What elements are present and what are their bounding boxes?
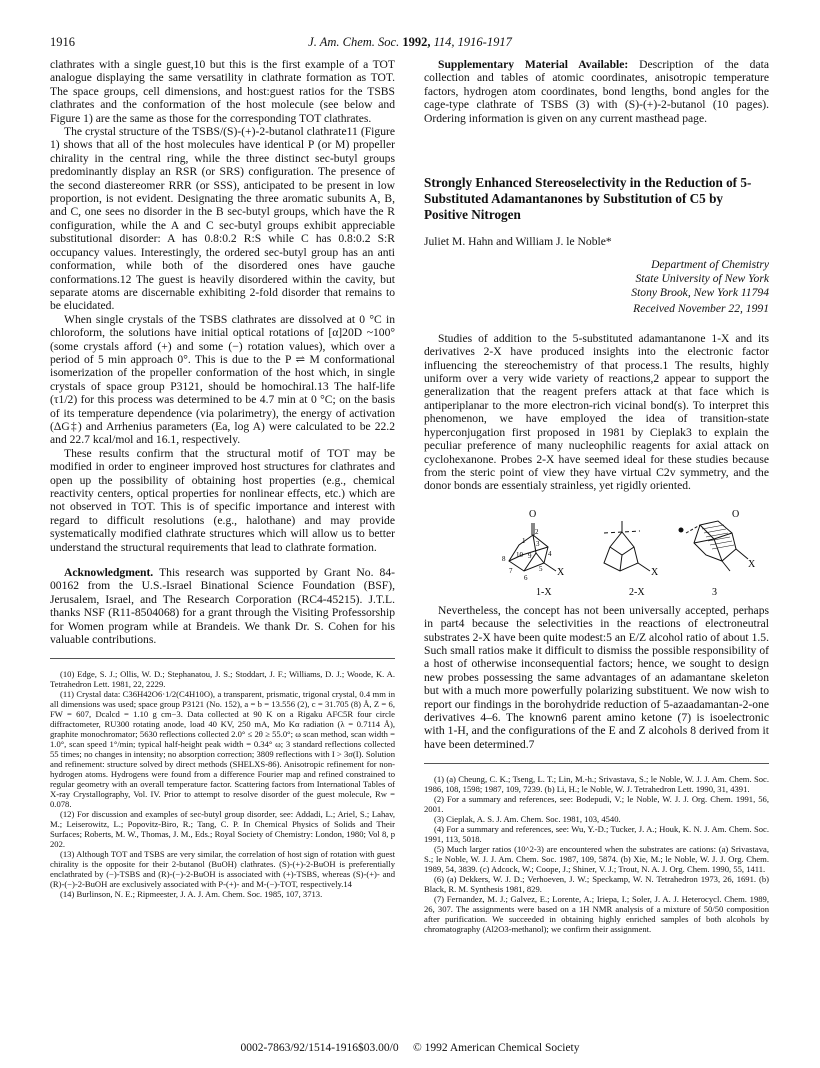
left-footnotes (50, 669, 395, 899)
label-1-x: 1-X (536, 586, 552, 598)
supplementary-label: Supplementary Material Available: (438, 58, 629, 71)
acknowledgment-label: Acknowledgment. (64, 566, 154, 580)
atom-number-1: 1 (522, 536, 526, 545)
structure-3-oxygen: O (732, 508, 740, 520)
page-number: 1916 (50, 35, 75, 49)
structure-figure (424, 503, 769, 598)
left-column (50, 58, 395, 899)
label-2-x: 2-X (629, 586, 645, 598)
article-authors: Juliet M. Hahn and William J. le Noble* (424, 235, 612, 249)
affiliation-department: Department of Chemistry (651, 258, 769, 272)
right-footnote-separator (424, 763, 769, 764)
atom-number-4: 4 (548, 549, 552, 558)
acknowledgment (50, 566, 395, 646)
received-date: Received November 22, 1991 (633, 302, 769, 316)
footnote-12: (12) For discussion and examples of sec-butyl group disorder, see: Addadi, L.; Ariel, S.; Lahav, M.; Leiserowitz, L.; Popovitz-Biro, R.; Tang, C. P. In Chemical Physics of Solids and Their Surfaces; Roberts, M. W., Thomas, J. M., Eds.; Royal Society of Chemistry: London, 1980; Vol 8, p 202. (50, 809, 395, 850)
atom-number-9: 9 (528, 551, 532, 560)
footnote-10: (10) Edge, S. J.; Ollis, W. D.; Stephanatou, J. S.; Stoddart, J. F.; Williams, D. J.; Woode, K. A. Tetrahedron Lett. 1981, 22, 2229. (50, 669, 395, 690)
structure-2-substituent: X (651, 566, 659, 578)
footnote-11: (11) Crystal data: C36H42O6·1/2(C4H10O), a transparent, prismatic, trigonal crystal, 0.4 mm in all dimensions was used; space group P3121 (No. 152), a = b = 13.556 (2), c = 31.705 (8) Å, Z = 6, FW = 607, Dcalcd = 1.10 g cm−3. Data collected at 90 K on a Rigaku AFC5R four circle diffractometer, RU300 rotating anode, load 40 KV, 250 mA, Mo Kα radiation (λ = 0.7114 Å), graphite monochromator; 5630 reflections collected 2.0° ≤ 2θ ≥ 55.0°; ω scan method, scan width = 1.0°, scan speed 1°/min; typical half-height peak width = 0.34° ω; 3 standard reflections collected 55 times; no changes in intensity; no absorption correction; 3809 reflections with I > 3σ(I). Solution and refinement: structure solved by direct methods (SHELXS-86). Anisotropic refinement for non-hydrogen atoms. Hydrogens were found from a difference Fourier map and refined constrained to regular geometry with an overall temperature factor. Scattering factors from International Tables of X-ray Crystallography, Vol. IV. Prior to attempt to resolve disorder of the guest molecule, Rw = 0.078. (50, 689, 395, 810)
left-paragraph-1: clathrates with a single guest,10 but this is the first example of a TOT analogue displaying the same versatility in clathrate formation as TOT. The space groups, cell dimensions, and host:guest ratios for the TSBS clathrates and the conformation of the host molecule (see below and Figure 1) are the same as those for the corresponding TOT clathrates. (50, 58, 395, 125)
journal-year: 1992, (402, 35, 431, 49)
left-paragraph-3: When single crystals of the TSBS clathrates are dissolved at 0 °C in chloroform, the solutions have initial optical rotations of [α]20D ~100° (some crystals afford (+) and some (−) rotation values), which over a period of 5 min approach 0°. This is due to the P ⇌ M conformational isomerization of the propeller conformation of the host which, in single crystals of space group P3121, should be homochiral.13 The half-life (τ1/2) for this process was determined to be 4.7 min at 0 °C; on the basis of its temperature dependence (via polarimetry), the energy of activation (ΔG‡) and Arrhenius parameters (Ea, log A) were calculated to be 22.2 and 22.7 kcal/mol and 16.1, respectively. (50, 312, 395, 447)
journal-citation (50, 35, 770, 50)
footnote-13: (13) Although TOT and TSBS are very similar, the correlation of host sign of rotation with guest chirality is the opposite for their 2-butanol (BuOH) clathrates. (S)-(+)-2-BuOH is preferentially enclathrated by (−)-TSBS and (R)-(−)-2-BuOH is associated with (+)-TSBS, whereas (S)-(+)- and (R)-(−)-2-BuOH are exclusively associated with P-(+)- and M-(−)-TOT, respectively.14 (50, 849, 395, 890)
journal-volume: 114, (433, 35, 455, 49)
structure-3-oxygen-dot (679, 527, 684, 532)
structure-2-x (604, 521, 650, 571)
atom-number-2: 2 (535, 527, 539, 536)
atom-number-10: 10 (516, 550, 523, 559)
structure-1-substituent: X (557, 566, 565, 578)
label-3: 3 (712, 586, 717, 598)
supplementary-text: Description of the data collection and tables of atomic coordinates, anisotropic temperature factors, hydrogen atom coordinates, bond lengths, bond angles for the cage-type clathrate of TSBS (3) with (S)-(+)-2-butanol (10 pages). Ordering information is given on any current masthead page. (424, 58, 769, 125)
right-paragraph-2: Nevertheless, the concept has not been universally accepted, perhaps in part4 because the selectivities in the reactions of electroneutral substrates 2-X have been quite modest:5 an E/Z alcohol ratio of about 1.5. Such small ratios make it difficult to dismiss the possible responsibility of a host of otherwise inconsequential factors; hence, we sought to design new probes possessing the same advantages of an adamantane skeleton but with a much more powerfully polarizing substituent. We now wish to report our findings in the borohydride reduction of 5-azaadamantan-2-one derivatives 4–6. The known6 parent amino ketone (7) is isoelectronic with 1-H, and the configurations of the E and Z alcohols 8 derived from it have been determined.7 (424, 603, 769, 751)
footnote-4: (4) For a summary and references, see: Wu, Y.-D.; Tucker, J. A.; Houk, K. N. J. Am. Chem. Soc. 1991, 113, 5018. (424, 824, 769, 845)
structure-1-oxygen: O (529, 508, 537, 520)
article-title: Strongly Enhanced Stereoselectivity in the Reduction of 5-Substituted Adamantanones by Substitution of C5 by Positive Nitrogen (424, 175, 752, 223)
affiliation-address: Stony Brook, New York 11794 (631, 286, 769, 300)
affiliation (424, 258, 769, 300)
footnote-1: (1) (a) Cheung, C. K.; Tseng, L. T.; Lin, M.-h.; Srivastava, S.; le Noble, W. J. J. Am. Chem. Soc. 1986, 108, 1598; 1987, 109, 7239. (b) Li, H.; le Noble, W. J. Tetrahedron Lett. 1990, 31, 4391. (424, 774, 769, 795)
structure-3-shading (702, 525, 734, 549)
journal-name: J. Am. Chem. Soc. (308, 35, 400, 49)
atom-number-7: 7 (509, 566, 513, 575)
footnote-14: (14) Burlinson, N. E.; Ripmeester, J. A. J. Am. Chem. Soc. 1985, 107, 3713. (60, 889, 323, 900)
supplementary-material (424, 58, 769, 125)
right-paragraph-1: Studies of addition to the 5-substituted adamantanone 1-X and its derivatives 2-X have produced insights into the electronic factor influencing the stereochemistry of that process.1 The results, highly uniform over a very wide variety of reactions,2 appear to support the generalization that the reagent prefers attack at that face which is antiperiplanar to the more electron-rich vicinal bond(s). To interpret this phenomenon, we have employed the idea of transition-state hyperconjugation first proposed in 1981 by Cieplak3 to explain the peculiar preference of many nucleophilic reagents for axial attack on cyclohexanone. Probes 2-X have seemed ideal for these studies because from the steric point of view they have virtual C2v symmetry, and the donor bonds are essentialy strainless, yet rigidly oriented. (424, 331, 769, 493)
copyright: © 1992 American Chemical Society (412, 1042, 580, 1054)
structure-3 (686, 521, 748, 571)
page-footer (50, 1042, 770, 1054)
footnote-separator (50, 658, 395, 659)
structure-3-substituent: X (748, 558, 756, 570)
left-paragraph-4: These results confirm that the structural motif of TOT may be modified in order to engineer improved host structures for clathrates and open up the possibility of obtaining host properties (e.g., chemical reactivity centers, optical properties for nonlinear effects, etc.) which are not observed in TOT. This is of specific importance and interest with regard to difficult resolutions (e.g., halothane) and may provide systematically modified clathrate structures which will allow us to better understand the structural requirements that lead to clathrate formation. (50, 446, 395, 554)
affiliation-university: State University of New York (635, 272, 769, 286)
footnote-2: (2) For a summary and references, see: Bodepudi, V.; le Noble, W. J. J. Org. Chem. 1991, 56, 2001. (424, 794, 769, 815)
publication-code: 0002-7863/92/1514-1916$03.00/0 (240, 1042, 399, 1054)
right-column (424, 58, 769, 934)
footnote-5: (5) Much larger ratios (10^2-3) are encountered when the substrates are cations: (a) Srivastava, S.; le Noble, W. J. J. Am. Chem. Soc. 1987, 109, 5874. (b) Xie, M.; le Noble, W. J. J. Org. Chem. 1989, 54, 3839. (c) Adcock, W.; Coope, J.; Shiner, V. J.; Trout, N. A. J. Org. Chem. 1990, 55, 1411. (424, 844, 769, 875)
footnote-6: (6) (a) Dekkers, W. J. D.; Verhoeven, J. W.; Speckamp, W. N. Tetrahedron 1973, 26, 1691. (b) Black, R. M. Synthesis 1981, 829. (424, 874, 769, 895)
page-header (50, 35, 770, 51)
structure-1-x (509, 523, 556, 571)
footnote-3: (3) Cieplak, A. S. J. Am. Chem. Soc. 1981, 103, 4540. (434, 814, 621, 825)
footnote-7: (7) Fernandez, M. J.; Galvez, E.; Lorente, A.; Iriepa, I.; Soler, J. A. J. Heterocycl. Chem. 1989, 26, 307. The assignments were based on a 1H NMR analysis of a mixture of 50/50 composition after purification. We succeeded in obtaining highly enriched samples of both alcohols by chromatography (Al2O3-methanol); we confirm their assignment. (424, 894, 769, 935)
atom-number-6: 6 (524, 573, 528, 582)
acknowledgment-text: This research was supported by Grant No. 84-00162 from the U.S.-Israel Binational Science Foundation (BSF), Jerusalem, Israel, and The Research Corporation (RC4-45215). J.T.L. thanks NSF (R11-8504068) for a grant through the Visiting Professorship for Women program while at Brandeis. We thank Dr. S. Cohen for his valuable contributions. (50, 566, 395, 647)
right-footnotes (424, 774, 769, 934)
atom-number-5: 5 (539, 564, 543, 573)
journal-pages: 1916-1917 (457, 35, 512, 49)
adamantanone-structures (424, 503, 769, 598)
left-paragraph-2: The crystal structure of the TSBS/(S)-(+)-2-butanol clathrate11 (Figure 1) shows that all of the host molecules have identical P (or M) propeller chirality in the central ring, while the three distinct sec-butyl groups predominantly display an RSR (or SRS) configuration. The presence of the second diastereomer RRR (or SSS), anticipated to be present in low proportion, is not evident. Designating the three aromatic subunits A, B, and C, one sees no disorder in the B sec-butyl groups, which have the R configuration, while the A and C sec-butyl groups exhibit appreciable substitutional disorder: A has 0.8:0.2 R:S while C has 0.8:0.2 S:R occupancy values. Interestingly, the ordered sec-butyl group has an anti conformation, while both of the disordered ones have gauche conformations.12 The guest is heavily disordered within the cavity, but separate atoms are discernable exhibiting 2-fold disorder that remains to be elucidated. (50, 125, 395, 313)
atom-number-3: 3 (536, 539, 540, 548)
atom-number-8: 8 (502, 554, 506, 563)
